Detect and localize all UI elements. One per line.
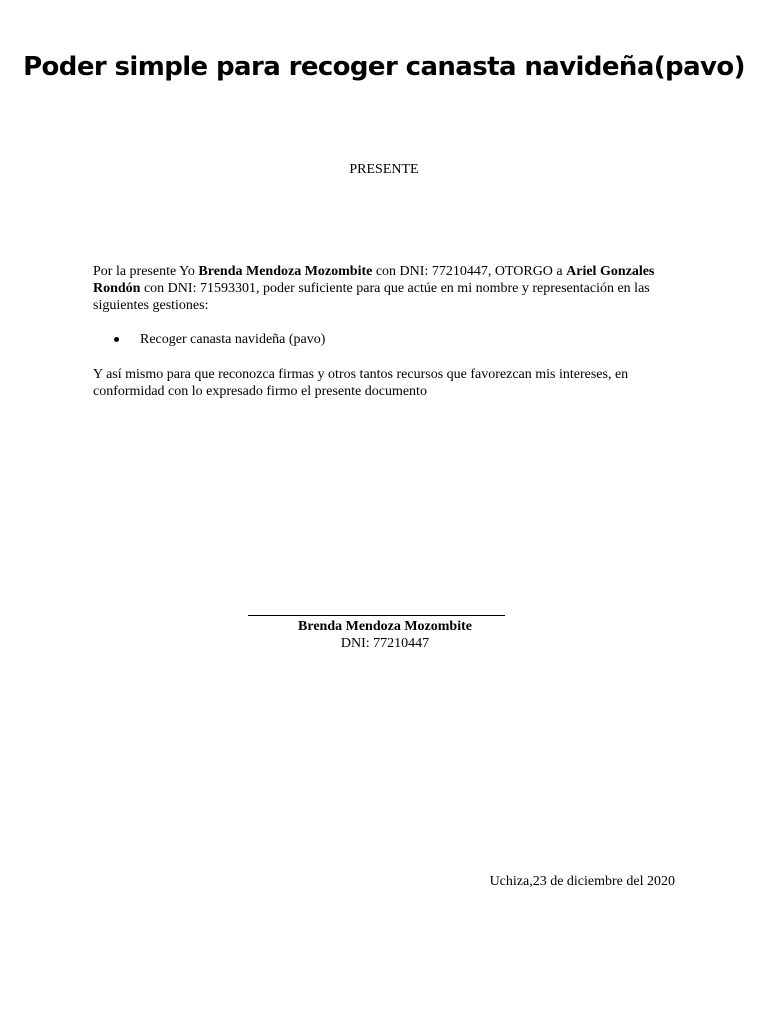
authorization-paragraph [93, 263, 668, 314]
document-title: Poder simple para recoger canasta navideña(pavo) [23, 52, 745, 82]
signature-line [248, 615, 505, 616]
grantor-dni-text: con DNI: 77210447, OTORGO a [372, 264, 567, 279]
authorization-rest-text: con DNI: 71593301, poder suficiente para que actúe en mi nombre y representación en las siguientes gestiones: [93, 281, 650, 313]
task-list [114, 331, 325, 348]
task-text: Recoger canasta navideña (pavo) [140, 332, 326, 347]
closing-paragraph: Y así mismo para que reconozca firmas y otros tantos recursos que favorezcan mis intereses, en conformidad con lo expresado firmo el presente documento [93, 367, 629, 399]
bullet-icon [114, 337, 119, 342]
list-item [114, 331, 325, 348]
place-date: Uchiza,23 de diciembre del 2020 [489, 874, 675, 889]
signature-name: Brenda Mendoza Mozombite [298, 619, 472, 634]
attorney-name: Ariel Gonzales Rondón [93, 264, 655, 296]
signature-dni: DNI: 77210447 [340, 636, 430, 651]
intro-text: Por la presente Yo [93, 264, 199, 279]
grantor-name: Brenda Mendoza Mozombite [198, 264, 373, 279]
greeting: PRESENTE [349, 162, 419, 177]
